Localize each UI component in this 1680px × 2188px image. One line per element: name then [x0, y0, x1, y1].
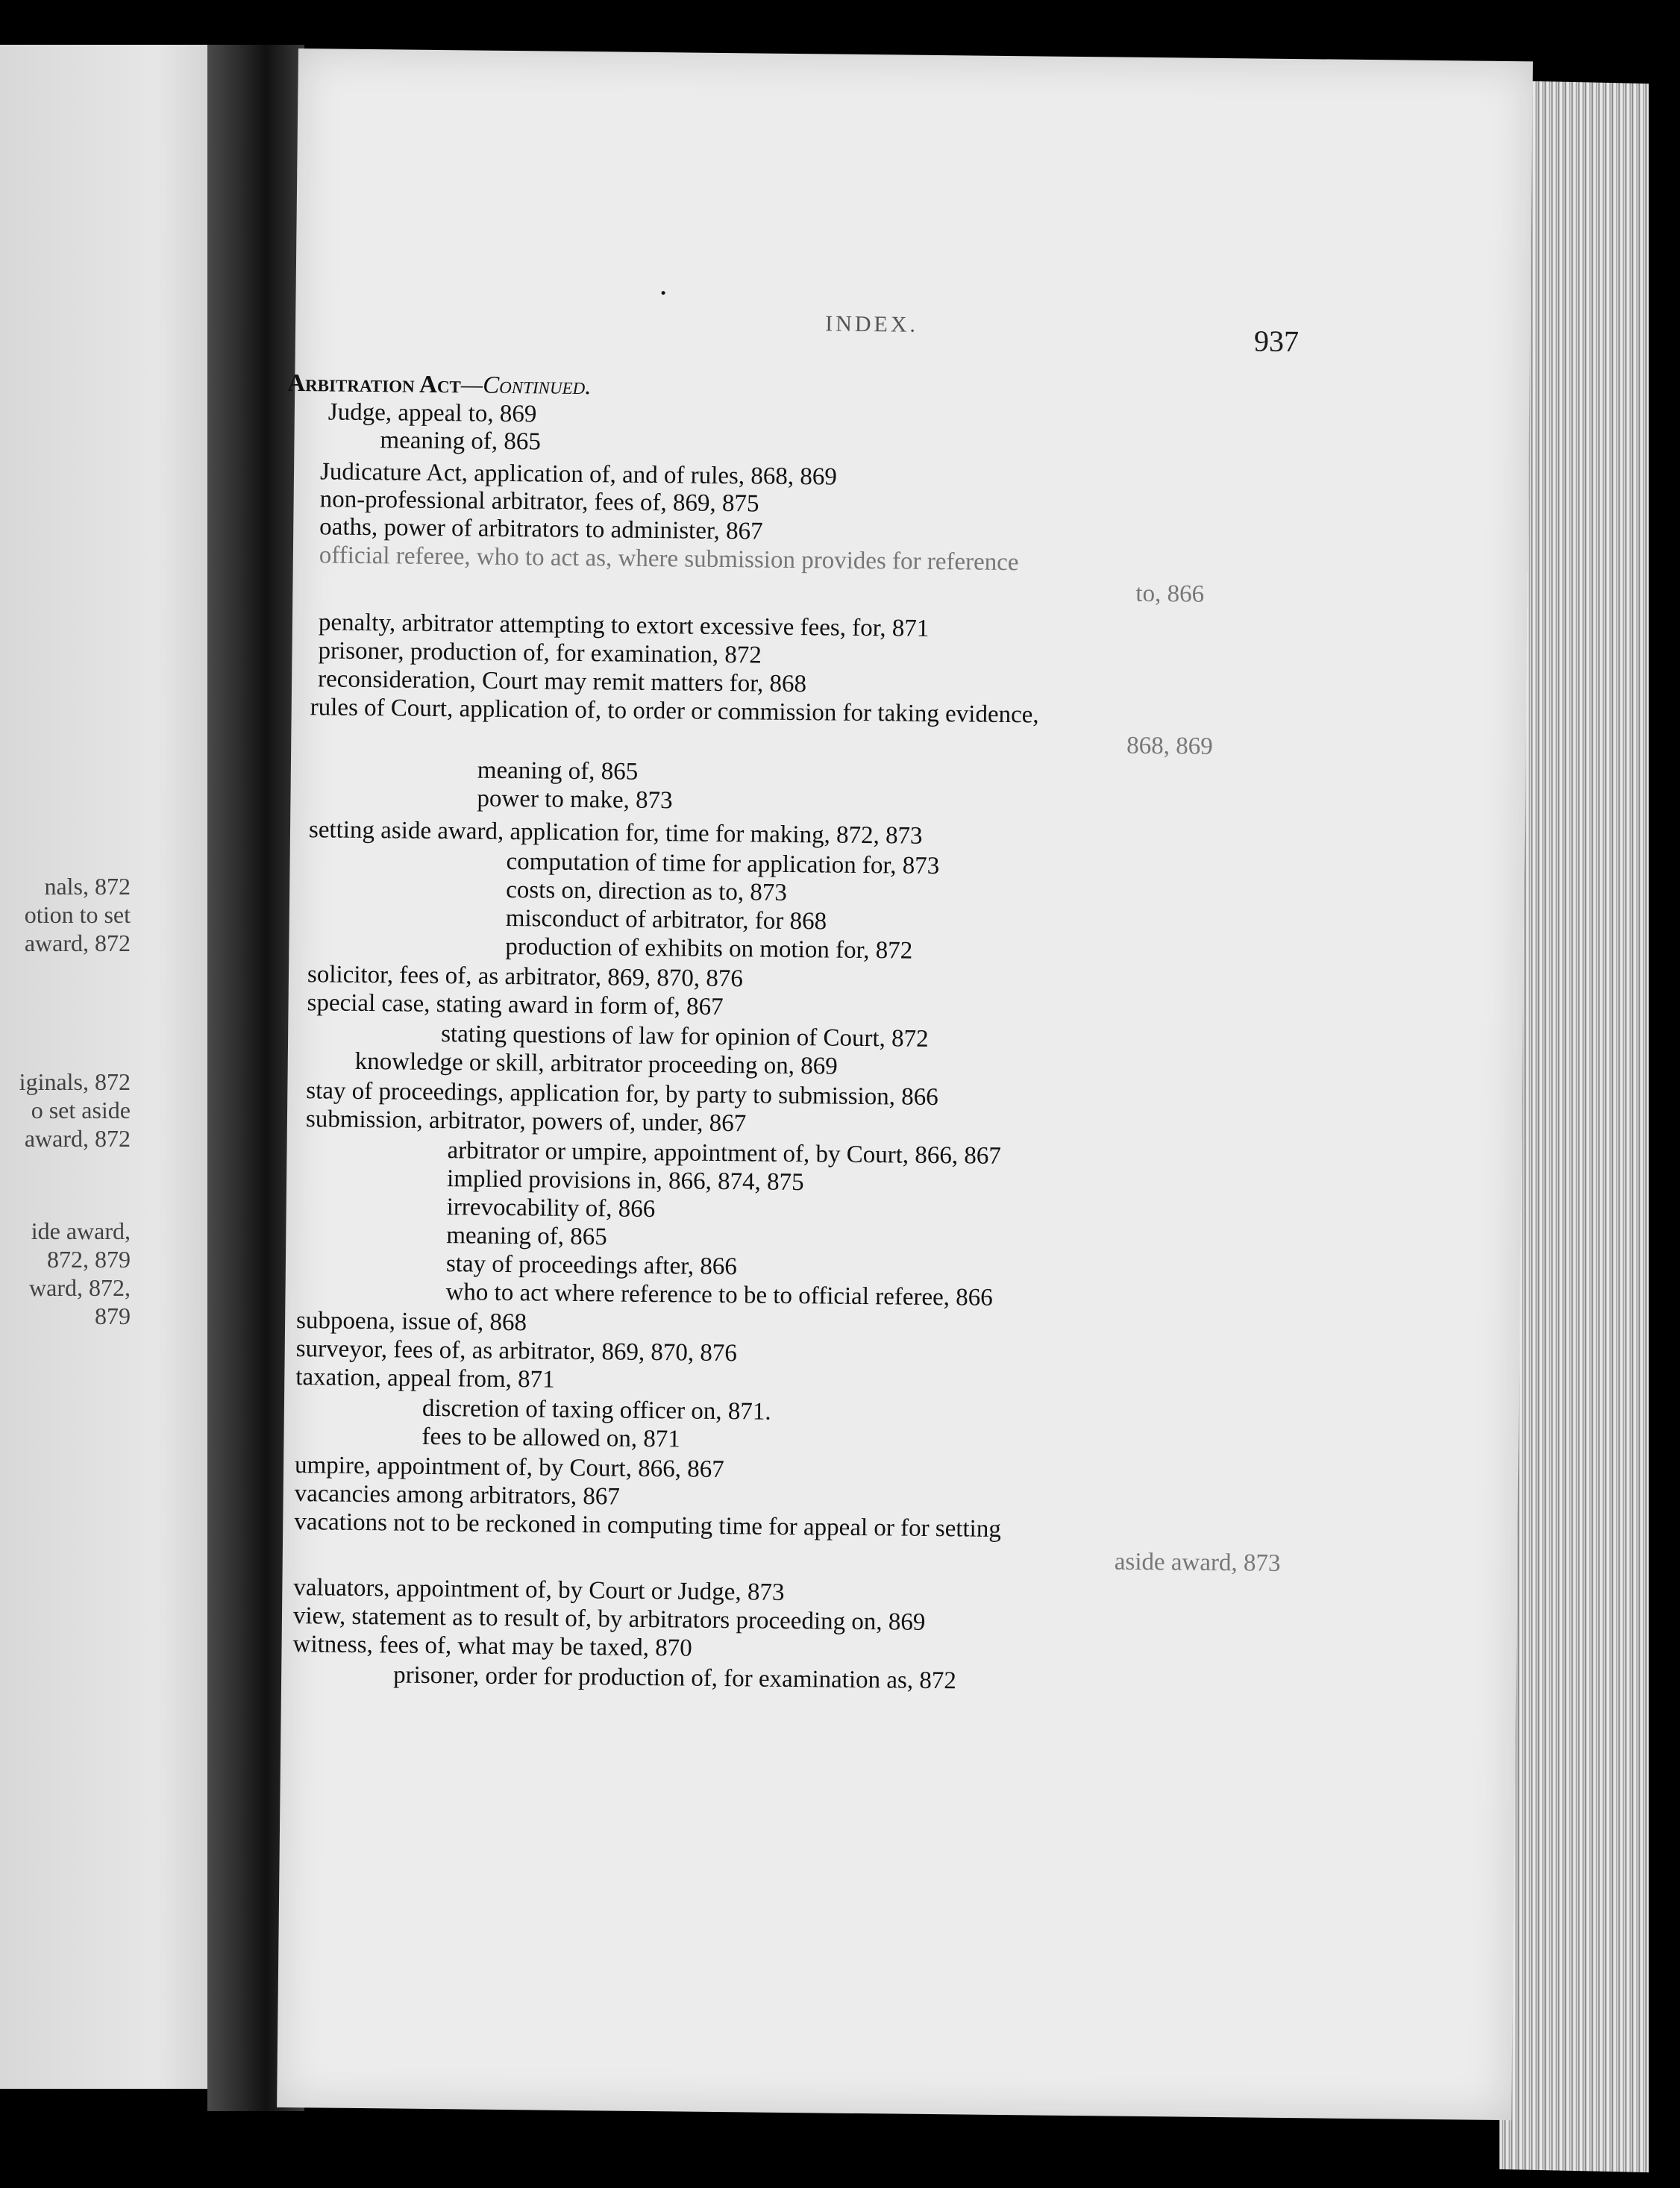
index-heading [287, 369, 592, 401]
index-entry: non-professional arbitrator, fees of, 869, 875 [319, 486, 759, 518]
left-page-line: ide award, [31, 1217, 131, 1244]
index-entry: umpire, appointment of, by Court, 866, 867 [294, 1452, 724, 1484]
page-number: 937 [1253, 324, 1300, 359]
index-entry: Judge, appeal to, 869 [327, 398, 537, 428]
left-page-line: 879 [95, 1303, 131, 1329]
index-entry-continuation: 868, 869 [1126, 732, 1213, 760]
index-entry: witness, fees of, what may be taxed, 870 [292, 1631, 692, 1662]
index-entry: taxation, appeal from, 871 [295, 1364, 555, 1394]
index-entry: meaning of, 865 [446, 1222, 607, 1251]
index-entry: setting aside award, application for, time for making, 872, 873 [308, 816, 923, 850]
index-entry: special case, stating award in form of, 867 [307, 989, 724, 1021]
left-page-line: o set aside [31, 1097, 131, 1123]
left-page-line: iginals, 872 [19, 1068, 131, 1095]
index-entry: costs on, direction as to, 873 [506, 876, 788, 906]
index-entry: stay of proceedings, application for, by party to submission, 866 [306, 1077, 938, 1112]
left-page-line: award, 872 [24, 1125, 131, 1152]
index-entry: computation of time for application for, 873 [506, 847, 940, 880]
left-page-line: ward, 872, [29, 1274, 131, 1301]
left-facing-page [0, 45, 224, 2089]
running-head: INDEX. [825, 311, 919, 337]
index-entry: penalty, arbitrator attempting to extort excessive fees, for, 871 [318, 609, 930, 642]
index-entry: arbitrator or umpire, appointment of, by Court, 866, 867 [447, 1137, 1002, 1170]
index-entry: meaning of, 865 [477, 756, 639, 786]
index-entry: oaths, power of arbitrators to administer, 867 [319, 513, 763, 545]
index-entry: power to make, 873 [477, 785, 673, 815]
index-entry: implied provisions in, 866, 874, 875 [446, 1165, 804, 1197]
index-entry: reconsideration, Court may remit matters for, 868 [317, 665, 807, 698]
index-entry: who to act where reference to be to official referee, 866 [445, 1279, 993, 1311]
index-entry: submission, arbitrator, powers of, under, 867 [305, 1106, 747, 1138]
index-entry: stating questions of law for opinion of Court, 872 [440, 1021, 929, 1053]
index-entry: surveyor, fees of, as arbitrator, 869, 870, 876 [295, 1335, 738, 1367]
index-entry: prisoner, order for production of, for examination as, 872 [392, 1661, 957, 1695]
index-entry: rules of Court, application of, to order or commission for taking evidence, [310, 694, 1039, 729]
index-entry-continuation: aside award, 873 [1114, 1548, 1281, 1577]
left-page-line: nals, 872 [44, 873, 131, 900]
index-entry: stay of proceedings after, 866 [445, 1250, 738, 1281]
index-entry: vacancies among arbitrators, 867 [294, 1480, 621, 1511]
left-page-line: award, 872 [24, 930, 131, 956]
index-entry: solicitor, fees of, as arbitrator, 869, 870, 876 [307, 961, 744, 993]
left-page-line: otion to set [24, 901, 131, 928]
index-entry: meaning of, 865 [380, 427, 542, 456]
index-entry: subpoena, issue of, 868 [295, 1307, 527, 1337]
index-entry: irrevocability of, 866 [446, 1194, 656, 1223]
index-entry: valuators, appointment of, by Court or Judge, 873 [293, 1574, 785, 1606]
index-entry: vacations not to be reckoned in computing time for appeal or for setting [294, 1508, 1002, 1543]
index-entry: production of exhibits on motion for, 872 [505, 932, 913, 965]
index-entry: discretion of taxing officer on, 871. [421, 1394, 771, 1426]
index-entry: misconduct of arbitrator, for 868 [505, 904, 827, 935]
index-entry: knowledge or skill, arbitrator proceeding on, 869 [354, 1047, 838, 1080]
index-entry: Judicature Act, application of, and of rules, 868, 869 [319, 458, 838, 491]
index-entry: official referee, who to act as, where submission provides for reference [319, 542, 1019, 577]
left-page-line: 872, 879 [47, 1246, 131, 1273]
index-entry: view, statement as to result of, by arbitrators proceeding on, 869 [292, 1602, 926, 1636]
index-page [277, 48, 1533, 2120]
index-heading-continued: —Continued. [460, 372, 592, 401]
index-entry: prisoner, production of, for examination, 872 [318, 637, 762, 669]
index-heading-title: Arbitration Act [287, 369, 462, 399]
print-speck [662, 291, 665, 295]
index-entry-continuation: to, 866 [1135, 580, 1205, 608]
index-entry: fees to be allowed on, 871 [421, 1423, 681, 1453]
